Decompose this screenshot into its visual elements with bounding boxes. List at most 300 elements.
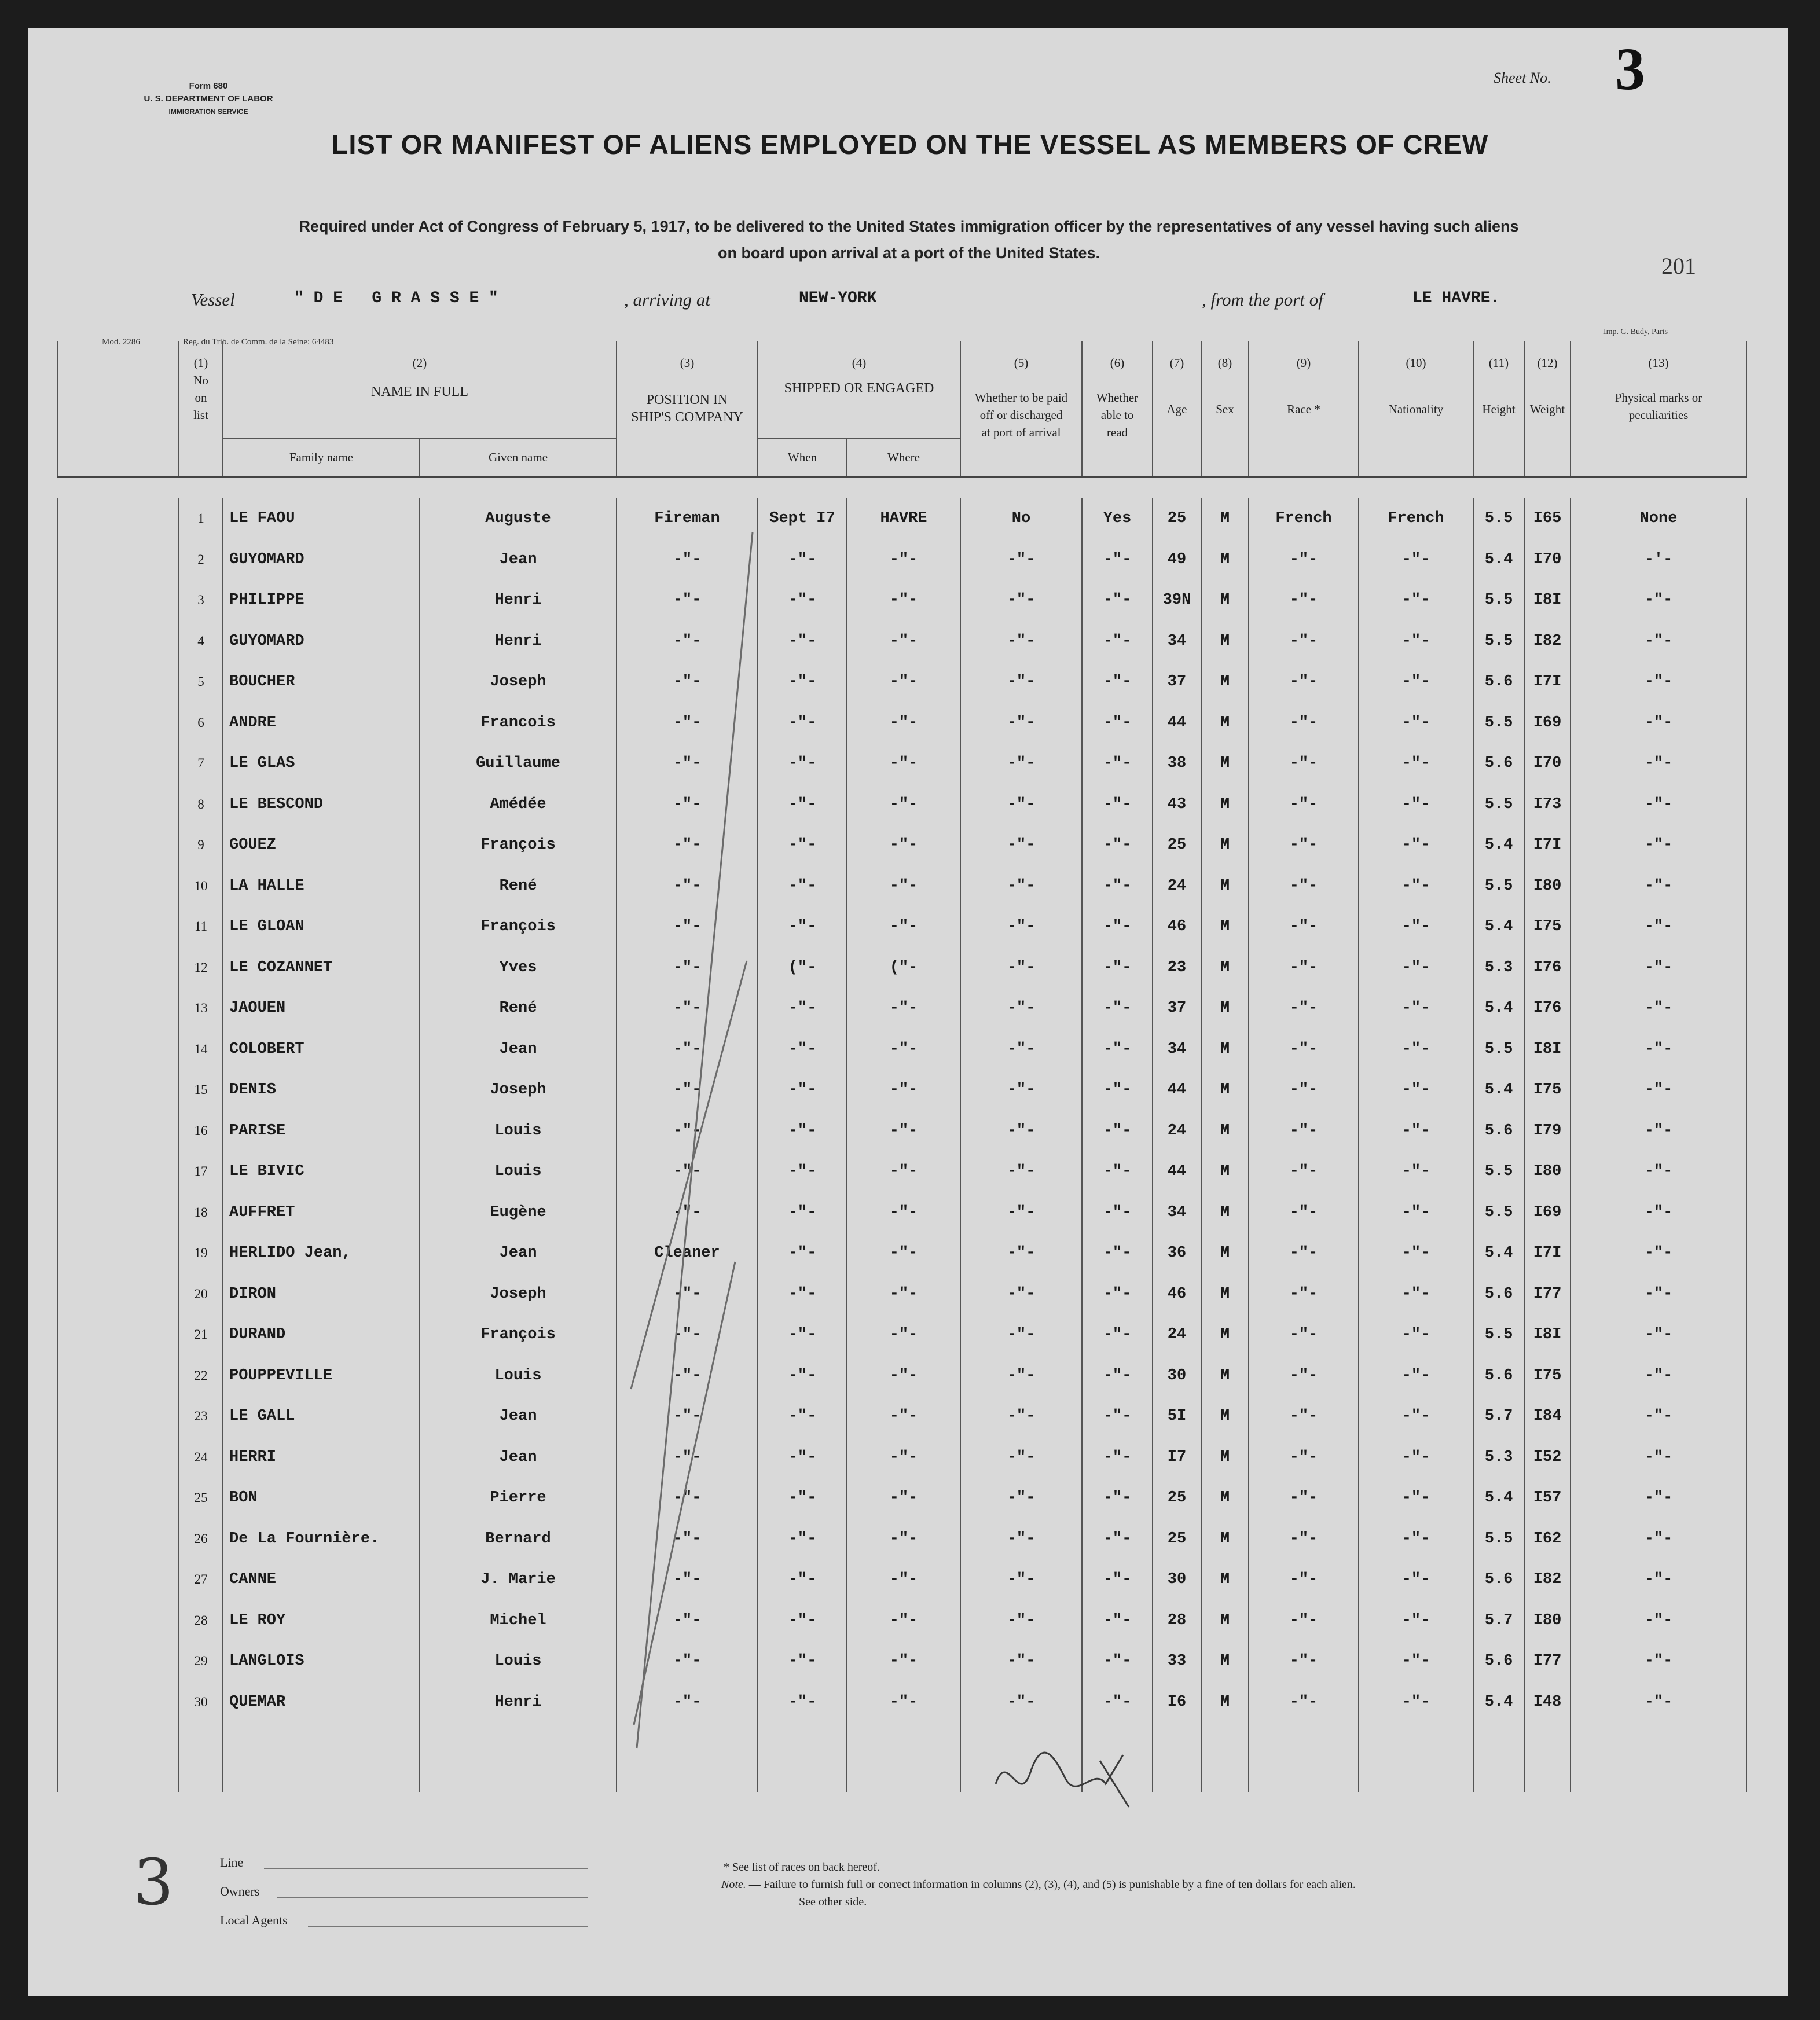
cell-race: -"- <box>1249 539 1359 581</box>
cell-nationality: -"- <box>1359 1682 1473 1723</box>
row-number: 15 <box>179 1070 223 1111</box>
table-row <box>57 947 1746 989</box>
cell-age: 30 <box>1153 1559 1201 1600</box>
cell-age: 28 <box>1153 1600 1201 1641</box>
cell-sex: M <box>1201 498 1249 539</box>
cell-shipped-where: -"- <box>847 1274 960 1315</box>
cell-physical-marks: -"- <box>1571 947 1746 989</box>
row-number: 18 <box>179 1192 223 1233</box>
cell-nationality: -"- <box>1359 947 1473 989</box>
col-position-header: (3) POSITION IN SHIP'S COMPANY <box>617 341 758 477</box>
cell-shipped-when: -"- <box>758 1600 847 1641</box>
cell-position: -"- <box>617 1682 758 1723</box>
table-row <box>57 1519 1746 1560</box>
cell-family-name: COLOBERT <box>223 1029 420 1070</box>
cell-sex: M <box>1201 988 1249 1029</box>
cell-shipped-when: -"- <box>758 1478 847 1519</box>
cell-position: -"- <box>617 784 758 825</box>
cell-family-name: BON <box>223 1478 420 1519</box>
cell-paid-off: -"- <box>960 1111 1082 1152</box>
cell-position: -"- <box>617 1029 758 1070</box>
cell-position: -"- <box>617 1070 758 1111</box>
cell-given-name: Jean <box>420 1437 617 1478</box>
cell-nationality: -"- <box>1359 988 1473 1029</box>
cell-nationality: -"- <box>1359 539 1473 581</box>
page-title: LIST OR MANIFEST OF ALIENS EMPLOYED ON THE VESSEL AS MEMBERS OF CREW <box>331 129 1489 160</box>
cell-nationality: -"- <box>1359 1233 1473 1274</box>
cell-weight: I80 <box>1524 866 1571 907</box>
cell-paid-off: -"- <box>960 1151 1082 1192</box>
table-row <box>57 1111 1746 1152</box>
row-number: 27 <box>179 1559 223 1600</box>
cell-race: -"- <box>1249 743 1359 784</box>
cell-family-name: De La Fournière. <box>223 1519 420 1560</box>
table-row <box>57 1437 1746 1478</box>
cell-family-name: PHILIPPE <box>223 580 420 621</box>
row-margin <box>57 1682 179 1723</box>
row-margin <box>57 1478 179 1519</box>
cell-age: 34 <box>1153 1192 1201 1233</box>
cell-physical-marks: -"- <box>1571 743 1746 784</box>
cell-weight: I77 <box>1524 1274 1571 1315</box>
cell-age: 25 <box>1153 498 1201 539</box>
cell-weight: I8I <box>1524 1029 1571 1070</box>
cell-shipped-when: -"- <box>758 1396 847 1437</box>
cell-family-name: PARISE <box>223 1111 420 1152</box>
table-row <box>57 1192 1746 1233</box>
row-number: 25 <box>179 1478 223 1519</box>
cell-nationality: -"- <box>1359 866 1473 907</box>
cell-shipped-where: ("- <box>847 947 960 989</box>
cell-weight: I69 <box>1524 1192 1571 1233</box>
table-row <box>57 1600 1746 1641</box>
row-number: 16 <box>179 1111 223 1152</box>
cell-age: I7 <box>1153 1437 1201 1478</box>
cell-able-to-read: -"- <box>1082 1274 1153 1315</box>
cell-age: 24 <box>1153 866 1201 907</box>
cell-sex: M <box>1201 1682 1249 1723</box>
cell-weight: I7I <box>1524 1233 1571 1274</box>
cell-shipped-where: -"- <box>847 580 960 621</box>
cell-race: French <box>1249 498 1359 539</box>
cell-race: -"- <box>1249 1600 1359 1641</box>
row-number: 4 <box>179 621 223 662</box>
row-margin <box>57 621 179 662</box>
cell-position: -"- <box>617 1600 758 1641</box>
cell-height: 5.5 <box>1473 498 1524 539</box>
cell-shipped-when: -"- <box>758 1356 847 1397</box>
cell-shipped-where: -"- <box>847 1519 960 1560</box>
cell-weight: I75 <box>1524 906 1571 947</box>
cell-sex: M <box>1201 1478 1249 1519</box>
cell-height: 5.5 <box>1473 866 1524 907</box>
cell-race: -"- <box>1249 1519 1359 1560</box>
cell-sex: M <box>1201 1070 1249 1111</box>
row-margin <box>57 662 179 703</box>
table-row <box>57 1682 1746 1723</box>
cell-position: -"- <box>617 988 758 1029</box>
header-separator <box>57 477 1746 499</box>
cell-weight: I73 <box>1524 784 1571 825</box>
cell-family-name: JAOUEN <box>223 988 420 1029</box>
cell-nationality: -"- <box>1359 621 1473 662</box>
cell-given-name: René <box>420 866 617 907</box>
cell-age: 44 <box>1153 703 1201 744</box>
cell-shipped-when: -"- <box>758 1682 847 1723</box>
row-margin <box>57 866 179 907</box>
cell-race: -"- <box>1249 784 1359 825</box>
cell-race: -"- <box>1249 1151 1359 1192</box>
cell-race: -"- <box>1249 1192 1359 1233</box>
cell-given-name: René <box>420 988 617 1029</box>
cell-shipped-when: -"- <box>758 539 847 581</box>
cell-sex: M <box>1201 866 1249 907</box>
cell-physical-marks: -"- <box>1571 1600 1746 1641</box>
cell-physical-marks: -"- <box>1571 1682 1746 1723</box>
cell-position: -"- <box>617 1356 758 1397</box>
row-margin <box>57 947 179 989</box>
row-margin <box>57 1356 179 1397</box>
cell-shipped-where: -"- <box>847 1356 960 1397</box>
cell-weight: I69 <box>1524 703 1571 744</box>
inspector-signature <box>984 1743 1135 1813</box>
cell-able-to-read: -"- <box>1082 1070 1153 1111</box>
cell-sex: M <box>1201 1600 1249 1641</box>
table-row <box>57 1478 1746 1519</box>
cell-height: 5.6 <box>1473 743 1524 784</box>
cell-physical-marks: None <box>1571 498 1746 539</box>
cell-shipped-when: -"- <box>758 703 847 744</box>
cell-shipped-where: -"- <box>847 1111 960 1152</box>
cell-paid-off: -"- <box>960 1682 1082 1723</box>
row-number: 8 <box>179 784 223 825</box>
cell-able-to-read: -"- <box>1082 1192 1153 1233</box>
vessel-label: Vessel <box>191 289 235 310</box>
cell-given-name: Louis <box>420 1356 617 1397</box>
cell-shipped-when: -"- <box>758 866 847 907</box>
cell-paid-off: -"- <box>960 1478 1082 1519</box>
cell-given-name: Pierre <box>420 1478 617 1519</box>
cell-family-name: LE GLAS <box>223 743 420 784</box>
cell-given-name: Henri <box>420 621 617 662</box>
row-number: 6 <box>179 703 223 744</box>
cell-able-to-read: -"- <box>1082 703 1153 744</box>
cell-physical-marks: -"- <box>1571 906 1746 947</box>
local-agents-field <box>308 1926 588 1927</box>
table-row <box>57 580 1746 621</box>
cell-nationality: -"- <box>1359 825 1473 866</box>
cell-shipped-where: -"- <box>847 1233 960 1274</box>
cell-height: 5.4 <box>1473 988 1524 1029</box>
cell-paid-off: -"- <box>960 1233 1082 1274</box>
cell-height: 5.6 <box>1473 1356 1524 1397</box>
cell-height: 5.4 <box>1473 539 1524 581</box>
cell-nationality: -"- <box>1359 1600 1473 1641</box>
cell-shipped-when: Sept I7 <box>758 498 847 539</box>
requirement-text <box>156 213 1661 266</box>
cell-race: -"- <box>1249 703 1359 744</box>
handwritten-number-mark <box>127 1846 191 1916</box>
cell-race: -"- <box>1249 947 1359 989</box>
cell-paid-off: -"- <box>960 866 1082 907</box>
row-margin <box>57 1314 179 1356</box>
cell-nationality: -"- <box>1359 1519 1473 1560</box>
cell-sex: M <box>1201 621 1249 662</box>
cell-weight: I77 <box>1524 1641 1571 1682</box>
row-margin <box>57 1111 179 1152</box>
cell-height: 5.5 <box>1473 621 1524 662</box>
cell-weight: I7I <box>1524 662 1571 703</box>
row-number: 21 <box>179 1314 223 1356</box>
cell-height: 5.6 <box>1473 1559 1524 1600</box>
cell-physical-marks: -"- <box>1571 1641 1746 1682</box>
cell-sex: M <box>1201 1274 1249 1315</box>
row-number: 23 <box>179 1396 223 1437</box>
requirement-line-1: Required under Act of Congress of February 5, 1917, to be delivered to the United States immigration officer by the representatives of any vessel having such aliens <box>299 218 1519 235</box>
cell-weight: I70 <box>1524 743 1571 784</box>
cell-shipped-where: -"- <box>847 1682 960 1723</box>
cell-shipped-when: -"- <box>758 906 847 947</box>
cell-height: 5.5 <box>1473 784 1524 825</box>
cell-paid-off: -"- <box>960 1314 1082 1356</box>
note-label: Note. <box>721 1878 746 1891</box>
cell-sex: M <box>1201 1192 1249 1233</box>
cell-height: 5.5 <box>1473 1192 1524 1233</box>
cell-shipped-where: -"- <box>847 1600 960 1641</box>
cell-age: 5I <box>1153 1396 1201 1437</box>
cell-physical-marks: -"- <box>1571 1274 1746 1315</box>
cell-given-name: Francois <box>420 703 617 744</box>
row-number: 5 <box>179 662 223 703</box>
cell-weight: I76 <box>1524 988 1571 1029</box>
cell-position: -"- <box>617 662 758 703</box>
cell-paid-off: -"- <box>960 1437 1082 1478</box>
cell-physical-marks: -"- <box>1571 662 1746 703</box>
cell-shipped-where: -"- <box>847 1396 960 1437</box>
cell-height: 5.7 <box>1473 1600 1524 1641</box>
cell-shipped-when: -"- <box>758 825 847 866</box>
cell-sex: M <box>1201 1111 1249 1152</box>
row-number: 13 <box>179 988 223 1029</box>
cell-position: -"- <box>617 1519 758 1560</box>
note-text: — Failure to furnish full or correct information in columns (2), (3), (4), and (5) is punishable by a fine of ten dollars for each alien. <box>748 1878 1356 1891</box>
cell-given-name: Yves <box>420 947 617 989</box>
row-number: 20 <box>179 1274 223 1315</box>
cell-race: -"- <box>1249 825 1359 866</box>
cell-family-name: QUEMAR <box>223 1682 420 1723</box>
row-margin <box>57 1396 179 1437</box>
row-number: 28 <box>179 1600 223 1641</box>
cell-able-to-read: -"- <box>1082 1029 1153 1070</box>
printer-imprint: Imp. G. Budy, Paris <box>1603 328 1668 336</box>
cell-sex: M <box>1201 1519 1249 1560</box>
cell-height: 5.4 <box>1473 1233 1524 1274</box>
row-margin <box>57 906 179 947</box>
cell-shipped-when: -"- <box>758 743 847 784</box>
cell-shipped-when: -"- <box>758 662 847 703</box>
cell-sex: M <box>1201 784 1249 825</box>
cell-shipped-where: -"- <box>847 906 960 947</box>
cell-paid-off: -"- <box>960 1070 1082 1111</box>
cell-shipped-where: -"- <box>847 662 960 703</box>
col-race-header: (9) Race * <box>1249 341 1359 477</box>
cell-able-to-read: -"- <box>1082 743 1153 784</box>
line-label: Line <box>220 1855 244 1870</box>
cell-paid-off: -"- <box>960 1274 1082 1315</box>
cell-height: 5.4 <box>1473 1070 1524 1111</box>
cell-age: 37 <box>1153 662 1201 703</box>
cell-nationality: -"- <box>1359 662 1473 703</box>
cell-physical-marks: -"- <box>1571 580 1746 621</box>
cell-able-to-read: -"- <box>1082 1396 1153 1437</box>
cell-shipped-when: -"- <box>758 1519 847 1560</box>
cell-sex: M <box>1201 662 1249 703</box>
cell-given-name: Joseph <box>420 1070 617 1111</box>
requirement-line-2: on board upon arrival at a port of the United States. <box>717 244 1100 262</box>
cell-position: -"- <box>617 1559 758 1600</box>
row-margin <box>57 1029 179 1070</box>
row-margin <box>57 1437 179 1478</box>
cell-able-to-read: -"- <box>1082 988 1153 1029</box>
cell-race: -"- <box>1249 621 1359 662</box>
cell-shipped-when: -"- <box>758 1314 847 1356</box>
cell-given-name: Amédée <box>420 784 617 825</box>
cell-able-to-read: -"- <box>1082 906 1153 947</box>
margin-column-header <box>57 341 179 477</box>
handwritten-number: 3 <box>133 1846 174 1916</box>
cell-position: -"- <box>617 1274 758 1315</box>
cell-able-to-read: -"- <box>1082 1151 1153 1192</box>
form-header <box>122 80 295 118</box>
cell-shipped-when: -"- <box>758 1151 847 1192</box>
cell-given-name: Auguste <box>420 498 617 539</box>
row-margin <box>57 1519 179 1560</box>
cell-sex: M <box>1201 1396 1249 1437</box>
col-marks-header: (13) Physical marks or peculiarities <box>1571 341 1746 477</box>
cell-family-name: GUYOMARD <box>223 621 420 662</box>
cell-age: 25 <box>1153 1478 1201 1519</box>
cell-weight: I8I <box>1524 1314 1571 1356</box>
owners-label: Owners <box>220 1884 260 1898</box>
cell-race: -"- <box>1249 1356 1359 1397</box>
row-margin <box>57 1151 179 1192</box>
cell-physical-marks: -'- <box>1571 539 1746 581</box>
cell-able-to-read: -"- <box>1082 784 1153 825</box>
cell-physical-marks: -"- <box>1571 1559 1746 1600</box>
row-number: 30 <box>179 1682 223 1723</box>
departure-port: LE HAVRE. <box>1412 289 1500 307</box>
row-margin <box>57 539 179 581</box>
cell-weight: I48 <box>1524 1682 1571 1723</box>
cell-shipped-where: -"- <box>847 988 960 1029</box>
cell-position: -"- <box>617 1314 758 1356</box>
cell-shipped-where: -"- <box>847 1641 960 1682</box>
cell-given-name: Louis <box>420 1641 617 1682</box>
races-note: * See list of races on back hereof. <box>724 1861 880 1874</box>
cell-position: -"- <box>617 866 758 907</box>
cell-nationality: -"- <box>1359 1192 1473 1233</box>
row-number: 12 <box>179 947 223 989</box>
cell-physical-marks: -"- <box>1571 703 1746 744</box>
table-row <box>57 1314 1746 1356</box>
cell-height: 5.4 <box>1473 825 1524 866</box>
cell-physical-marks: -"- <box>1571 1233 1746 1274</box>
row-margin <box>57 825 179 866</box>
cell-nationality: -"- <box>1359 906 1473 947</box>
cell-paid-off: No <box>960 498 1082 539</box>
col-read-header: (6) Whether able to read <box>1082 341 1153 477</box>
cell-sex: M <box>1201 580 1249 621</box>
cell-nationality: -"- <box>1359 743 1473 784</box>
row-number: 1 <box>179 498 223 539</box>
arriving-port: NEW-YORK <box>799 289 877 307</box>
cell-given-name: Louis <box>420 1151 617 1192</box>
cell-paid-off: -"- <box>960 906 1082 947</box>
cell-shipped-when: -"- <box>758 621 847 662</box>
cell-paid-off: -"- <box>960 1192 1082 1233</box>
cell-shipped-where: -"- <box>847 1029 960 1070</box>
fine-note <box>721 1878 1356 1892</box>
cell-paid-off: -"- <box>960 1641 1082 1682</box>
col-family-name-header: Family name <box>223 438 420 477</box>
owners-field <box>277 1897 588 1898</box>
cell-given-name: Joseph <box>420 1274 617 1315</box>
cell-paid-off: -"- <box>960 662 1082 703</box>
cell-shipped-where: -"- <box>847 703 960 744</box>
cell-physical-marks: -"- <box>1571 1437 1746 1478</box>
cell-given-name: Louis <box>420 1111 617 1152</box>
cell-height: 5.5 <box>1473 1314 1524 1356</box>
cell-paid-off: -"- <box>960 1396 1082 1437</box>
cell-shipped-where: -"- <box>847 1151 960 1192</box>
cell-paid-off: -"- <box>960 703 1082 744</box>
crew-manifest-table <box>57 341 1747 1792</box>
cell-race: -"- <box>1249 988 1359 1029</box>
col-shipped-header: (4) SHIPPED OR ENGAGED <box>758 341 960 438</box>
row-margin <box>57 580 179 621</box>
cell-nationality: French <box>1359 498 1473 539</box>
cell-nationality: -"- <box>1359 1356 1473 1397</box>
table-row <box>57 866 1746 907</box>
cell-sex: M <box>1201 1356 1249 1397</box>
cell-able-to-read: -"- <box>1082 662 1153 703</box>
cell-age: 25 <box>1153 1519 1201 1560</box>
cell-height: 5.4 <box>1473 1478 1524 1519</box>
cell-race: -"- <box>1249 1029 1359 1070</box>
cell-physical-marks: -"- <box>1571 1111 1746 1152</box>
cell-race: -"- <box>1249 1314 1359 1356</box>
cell-given-name: Eugène <box>420 1192 617 1233</box>
cell-able-to-read: -"- <box>1082 1233 1153 1274</box>
cell-physical-marks: -"- <box>1571 1478 1746 1519</box>
cell-shipped-when: ("- <box>758 947 847 989</box>
cell-family-name: DURAND <box>223 1314 420 1356</box>
cell-family-name: LE GLOAN <box>223 906 420 947</box>
cell-height: 5.5 <box>1473 580 1524 621</box>
table-row <box>57 703 1746 744</box>
cell-position: -"- <box>617 1111 758 1152</box>
col-given-name-header: Given name <box>420 438 617 477</box>
cell-position: Fireman <box>617 498 758 539</box>
cell-race: -"- <box>1249 1396 1359 1437</box>
cell-age: 37 <box>1153 988 1201 1029</box>
cell-nationality: -"- <box>1359 580 1473 621</box>
cell-nationality: -"- <box>1359 1070 1473 1111</box>
row-number: 29 <box>179 1641 223 1682</box>
cell-shipped-where: -"- <box>847 1559 960 1600</box>
cell-shipped-where: -"- <box>847 825 960 866</box>
table-row <box>57 1029 1746 1070</box>
